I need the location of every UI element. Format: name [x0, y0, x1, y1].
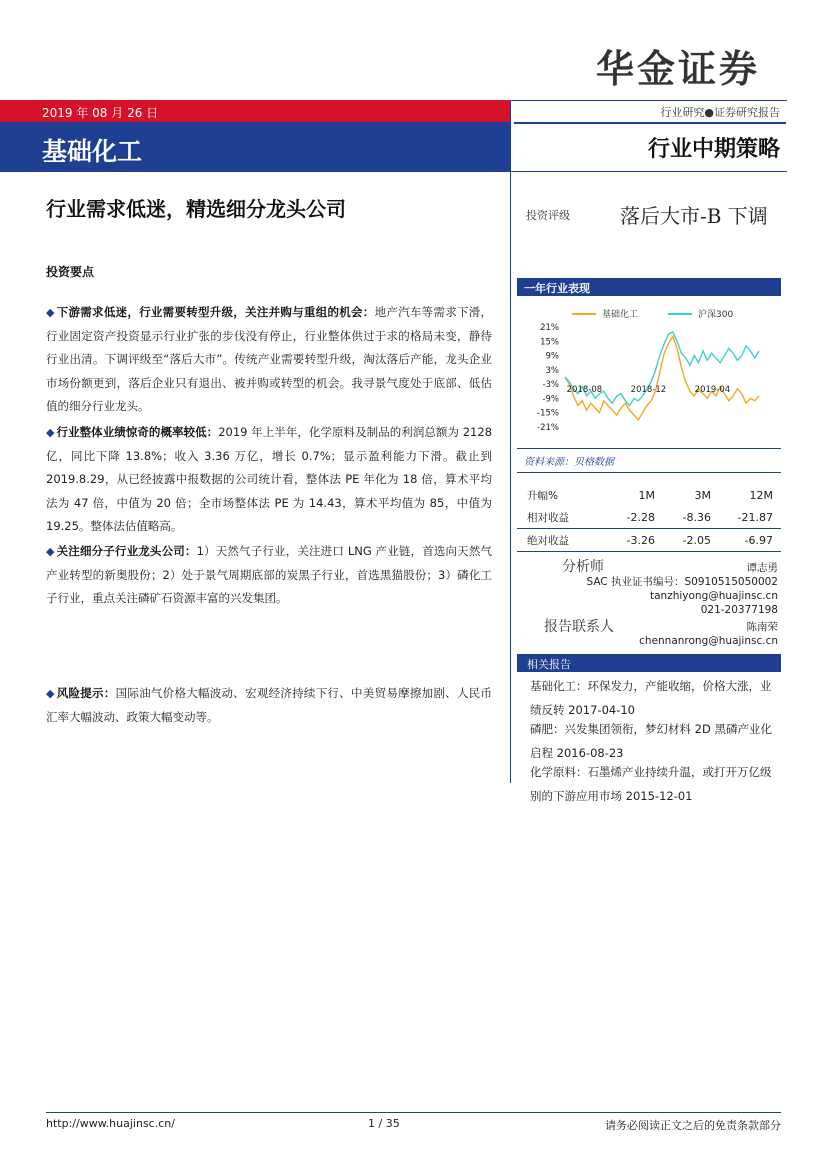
y-tick-label: 3%	[545, 365, 559, 376]
diamond-icon: ◆	[46, 545, 55, 558]
analyst-email[interactable]: tanzhiyong@huajinsc.cn	[650, 590, 778, 602]
legend-label: 基础化工	[602, 310, 639, 320]
analyst-name: 谭志勇	[746, 562, 778, 574]
performance-chart	[517, 298, 781, 438]
bullet-text: 2019 年上半年，化学原料及制品的利润总额为 2128 亿，同比下降 13.8%；收入 3.36 万亿，增长 0.7%；显示盈利能力下滑。截止到 2019.8.29，从已经披露中报数据的公司统计看，整体法 PE 年化为 18 倍，算术平均法为 47 倍，中值为 20 倍；全市场整体法 PE 为 14.43，算术平均值为 85，中值为 19.25。整体法估值略高。	[46, 425, 493, 533]
related-report[interactable]: 磷肥：兴发集团领衔，梦幻材料 2D 黑磷产业化启程 2016-08-23	[530, 722, 772, 760]
x-tick-label: 2018-08	[566, 385, 603, 396]
table-cell: -21.87	[711, 506, 781, 529]
report-title: 行业需求低迷，精选细分龙头公司	[46, 197, 346, 221]
contact-heading: 报告联系人	[544, 619, 614, 635]
legend-label: 沪深300	[698, 310, 734, 320]
returns-table	[517, 484, 781, 552]
diamond-icon: ◆	[46, 306, 55, 319]
y-tick-label: 9%	[545, 351, 559, 362]
bullet-leaders	[46, 540, 492, 611]
y-tick-label: -9%	[542, 394, 559, 405]
table-cell: -8.36	[655, 506, 711, 529]
bullet-demand	[46, 301, 492, 419]
bullet-lead: 关注细分子行业龙头公司：	[56, 544, 197, 558]
related-report[interactable]: 化学原料：石墨烯产业持续升温，或打开万亿级别的下游应用市场 2015-12-01	[530, 765, 772, 803]
bullet-lead: 行业整体业绩惊奇的概率较低：	[56, 425, 219, 439]
x-tick-label: 2018-12	[630, 385, 667, 396]
top-rule	[510, 100, 787, 101]
report-type: 行业中期策略	[647, 137, 780, 162]
table-header: 1M	[638, 488, 655, 502]
rating-value: 落后大市-B 下调	[620, 204, 768, 228]
diamond-icon: ◆	[46, 426, 55, 439]
bullet-risk	[46, 682, 492, 729]
page-number: 1 / 35	[368, 1117, 400, 1130]
performance-heading: 一年行业表现	[524, 282, 590, 295]
column-divider	[510, 100, 511, 783]
bullet-text: 地产汽车等需求下滑，行业固定资产投资显示行业扩张的步伐没有停止，行业整体供过于求的格局未变，静待行业出清。下调评级至“落后大市”。传统产业需要转型升级，淘汰落后产能，龙头企业市场份额更到，落后企业只有退出、被并购或转型的机会。我寻景气度处于底部、低估值的细分行业龙头。	[46, 305, 493, 413]
bullet-earnings	[46, 421, 492, 539]
analyst-cert: SAC 执业证书编号：S0910515050002	[586, 576, 778, 588]
report-category: 行业研究●证券研究报告	[660, 106, 780, 119]
bullet-lead: 下游需求低迷，行业需要转型升级，关注并购与重组的机会：	[56, 305, 375, 319]
contact-email[interactable]: chennanrong@huajinsc.cn	[639, 635, 778, 647]
table-row	[517, 506, 781, 529]
table-header: 升幅%	[527, 489, 558, 502]
bullet-lead: 风险提示：	[56, 686, 116, 700]
diamond-icon: ◆	[46, 687, 55, 700]
footer-url[interactable]: http://www.huajinsc.cn/	[46, 1117, 175, 1130]
table-cell: -2.28	[603, 506, 655, 529]
analyst-phone: 021-20377198	[700, 604, 778, 616]
row-label: 绝对收益	[517, 529, 603, 552]
sector-name: 基础化工	[42, 137, 143, 166]
table-header: 12M	[749, 488, 773, 502]
table-header: 3M	[694, 488, 711, 502]
analyst-heading: 分析师	[562, 559, 604, 575]
related-report[interactable]: 基础化工：环保发力，产能收缩，价格大涨，业绩反转 2017-04-10	[530, 679, 772, 717]
category-rule	[514, 122, 786, 124]
rating-label: 投资评级	[526, 209, 570, 222]
y-tick-label: 15%	[540, 337, 559, 348]
disclaimer: 请务必阅读正文之后的免责条款部分	[605, 1119, 781, 1132]
source-rule-bottom	[517, 472, 781, 473]
chart-source: 资料来源：贝格数据	[524, 457, 614, 468]
company-logo: 华金证券	[596, 47, 761, 91]
source-rule-top	[517, 448, 781, 449]
y-tick-label: -3%	[542, 380, 559, 391]
contact-name: 陈南荣	[746, 621, 778, 633]
related-heading: 相关报告	[527, 658, 571, 671]
key-points-heading: 投资要点	[46, 265, 95, 279]
table-cell: -2.05	[655, 529, 711, 552]
y-tick-label: 21%	[540, 323, 559, 333]
bullet-text: 国际油气价格大幅波动、宏观经济持续下行、中美贸易摩擦加剧、人民币汇率大幅波动、政策大幅变动等。	[46, 686, 492, 724]
table-cell: -3.26	[603, 529, 655, 552]
table-cell: -6.97	[711, 529, 781, 552]
header-rule	[0, 171, 787, 172]
bullet-text: 1）天然气子行业，关注进口 LNG 产业链，首选向天然气产业转型的新奥股份；2）处于景气周期底部的炭黑子行业，首选黑猫股份；3）磷化工子行业，重点关注磷矿石资源丰富的兴发集团。	[46, 544, 493, 605]
y-tick-label: -15%	[537, 408, 559, 419]
table-row	[517, 529, 781, 552]
footer-rule	[46, 1112, 781, 1113]
report-date: 2019 年 08 月 26 日	[42, 106, 159, 120]
row-label: 相对收益	[517, 506, 603, 529]
chart-svg	[517, 298, 781, 438]
x-tick-label: 2019-04	[694, 385, 731, 396]
table-header-row	[517, 484, 781, 506]
y-tick-label: -21%	[537, 423, 559, 433]
